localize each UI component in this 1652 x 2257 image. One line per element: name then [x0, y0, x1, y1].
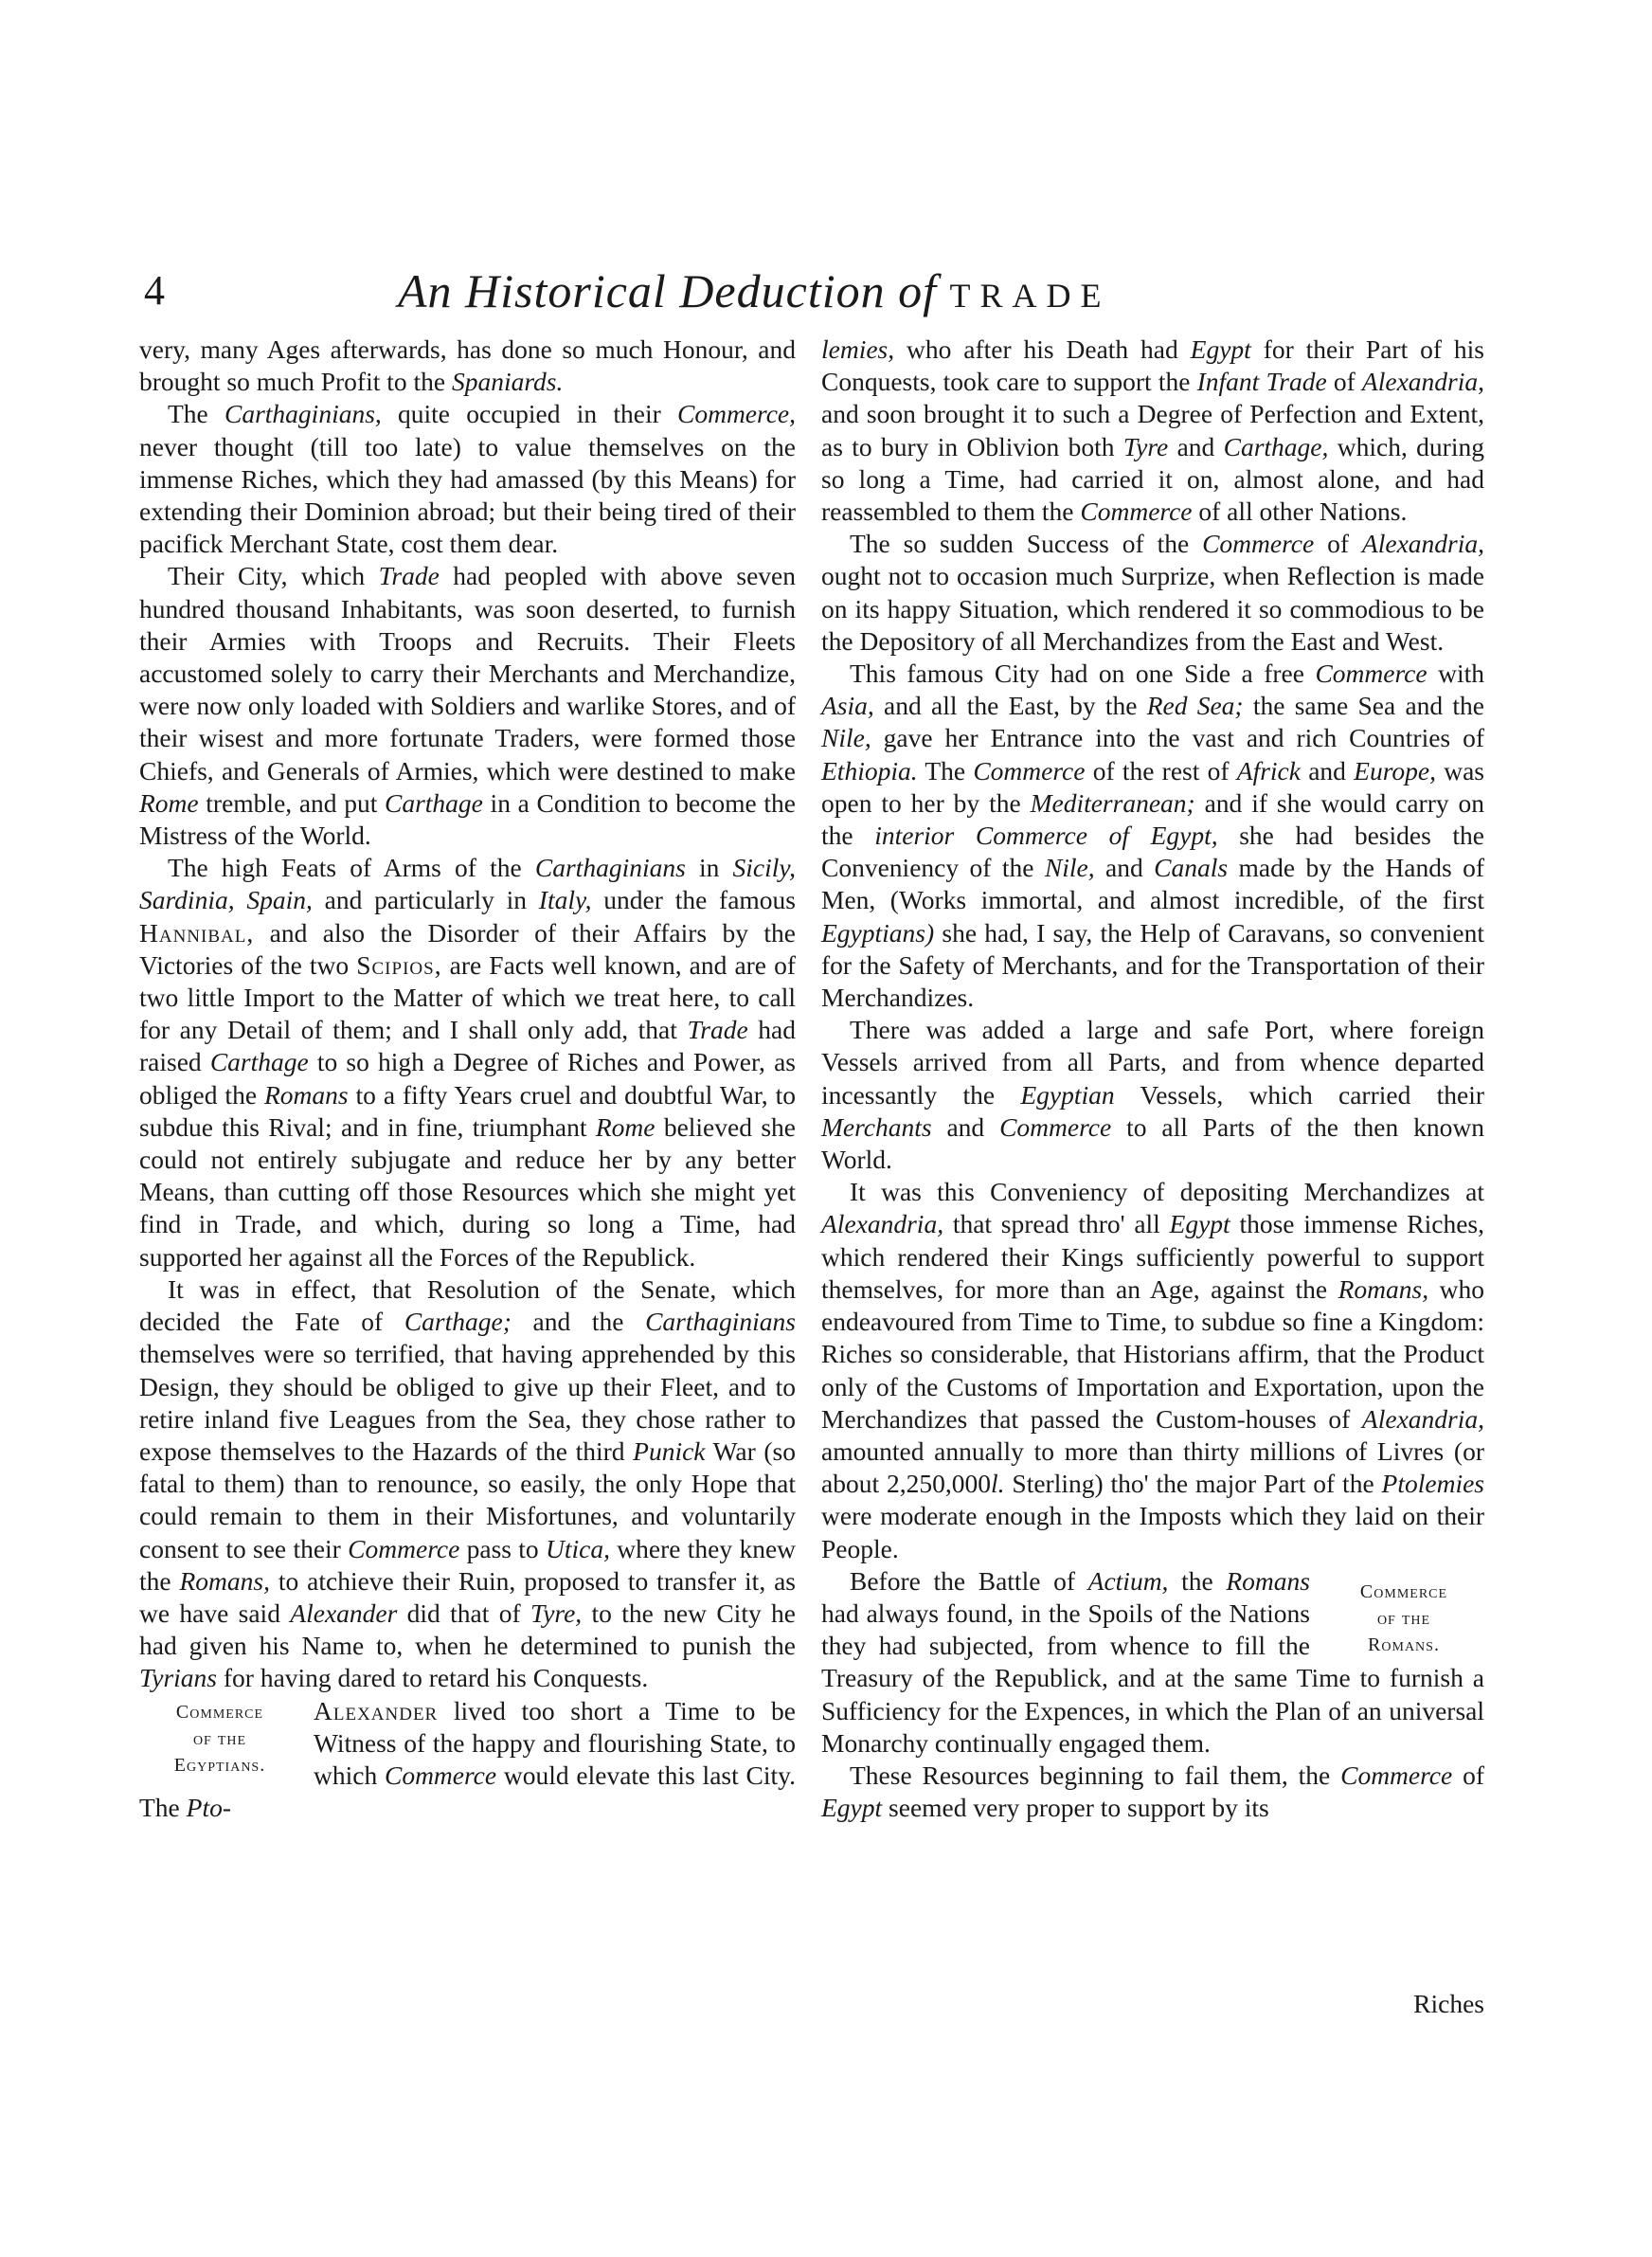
paragraph: The Carthaginians, quite occupied in their Commerce, never thought (till too late) to value themselves on the immense Riches, which they had amassed (by this Means) for extending their Dominion abroad; but their being tired of their pacifick Merchant State, cost them dear. [139, 399, 796, 559]
paragraph: lemies, who after his Death had Egypt for their Part of his Conquests, took care to support the Infant Trade of Alexandria, and soon brought it to such a Degree of Perfection and Extent, as to bury in Oblivion both Tyre and Carthage, which, during so long a Time, had carried it on, almost alone, and had reassembled to them the Commerce of all other Nations. [821, 334, 1485, 527]
page-number: 4 [144, 267, 165, 314]
catchword: Riches [1413, 1989, 1484, 2018]
running-title-italic: An Historical Deduction of [398, 264, 937, 317]
marginal-note-romans: Commerce of the Romans. [1359, 1580, 1448, 1655]
marginal-note-egyptians: Commerce of the Egyptians. [173, 1701, 266, 1776]
paragraph: Alexander lived too short a Time to be Witness of the happy and flourishing State, to which Commerce would elevate this last City. The Pto- [139, 1695, 796, 1823]
paragraph: Their City, which Trade had peopled with above seven hundred thousand Inhabitants, was soon deserted, to furnish their Armies with Troops and Recruits. Their Fleets accustomed solely to carry their Merchants and Merchandize, were now only loaded with Soldiers and warlike Stores, and of their wisest and more fortunate Traders, were formed those Chiefs, and Generals of Armies, which were destined to make Rome tremble, and put Carthage in a Condition to become the Mistress of the World. [139, 561, 796, 851]
paragraph: very, many Ages afterwards, has done so much Honour, and brought so much Profit to the Spaniards. [139, 334, 796, 397]
running-title-caps: TRADE [949, 277, 1111, 315]
paragraph: It was in effect, that Resolution of the Senate, which decided the Fate of Carthage; and the Carthaginians themselves were so terrified, that having apprehended by this Design, they should be obliged to give up their Fleet, and to retire inland five Leagues from the Sea, they chose rather to expose themselves to the Hazards of the third Punick War (so fatal to them) than to renounce, so easily, the only Hope that could remain to them in their Misfortunes, and voluntarily consent to see their Commerce pass to Utica, where they knew the Romans, to atchieve their Ruin, proposed to transfer it, as we have said Alexander did that of Tyre, to the new City he had given his Name to, when he determined to punish the Tyrians for having dared to retard his Conquests. [139, 1273, 797, 1693]
paragraph: These Resources beginning to fail them, the Commerce of Egypt seemed very proper to support by its [821, 1760, 1484, 1823]
paragraph: This famous City had on one Side a free Commerce with Asia, and all the East, by the Red Sea; the same Sea and the Nile, gave her Entrance into the vast and rich Countries of Ethiopia. The Commerce of the rest of Africk and Europe, was open to her by the Mediterranean; and if she would carry on the interior Commerce of Egypt, she had besides the Conveniency of the Nile, and Canals made by the Hands of Men, (Works immortal, and almost incredible, of the first Egyptians) she had, I say, the Help of Caravans, so convenient for the Safety of Merchants, and for the Transportation of their Merchandizes. [821, 659, 1485, 1013]
paragraph: It was this Conveniency of depositing Merchandizes at Alexandria, that spread thro' all Egypt those immense Riches, which rendered their Kings sufficiently powerful to support themselves, for more than an Age, against the Romans, who endeavoured from Time to Time, to subdue so fine a Kingdom: Riches so considerable, that Historians affirm, that the Product only of the Customs of Importation and Exportation, upon the Merchandizes that passed the Custom-houses of Alexandria, amounted annually to more than thirty millions of Livres (or about 2,250,000l. Sterling) tho' the major Part of the Ptolemies were moderate enough in the Imposts which they laid on their People. [821, 1177, 1484, 1563]
right-column [821, 334, 1484, 1824]
paragraph: There was added a large and safe Port, where foreign Vessels arrived from all Parts, and from whence departed incessantly the Egyptian Vessels, which carried their Merchants and Commerce to all Parts of the then known World. [821, 1015, 1484, 1175]
left-column [139, 334, 796, 1824]
paragraph: Before the Battle of Actium, the Romans had always found, in the Spoils of the Nations they had subjected, from whence to fill the Treasury of the Republick, and at the same Time to furnish a Sufficiency for the Expences, in which the Plan of an universal Monarchy continually engaged them. [821, 1565, 1484, 1758]
running-title [398, 264, 1250, 317]
paragraph: The high Feats of Arms of the Carthaginians in Sicily, Sardinia, Spain, and particularly in Italy, under the famous Hannibal, and also the Disorder of their Affairs by the Victories of the two Scipios, are Facts well known, and are of two little Import to the Matter of which we treat here, to call for any Detail of them; and I shall only add, that Trade had raised Carthage to so high a Degree of Riches and Power, as obliged the Romans to a fifty Years cruel and doubtful War, to subdue this Rival; and in fine, triumphant Rome believed she could not entirely subjugate and reduce her by any better Means, than cutting off those Resources which she might yet find in Trade, and which, during so long a Time, had supported her against all the Forces of the Republick. [139, 853, 797, 1272]
paragraph: The so sudden Success of the Commerce of Alexandria, ought not to occasion much Surprize, when Reflection is made on its happy Situation, which rendered it so commodious to be the Depository of all Merchandizes from the East and West. [821, 529, 1484, 656]
